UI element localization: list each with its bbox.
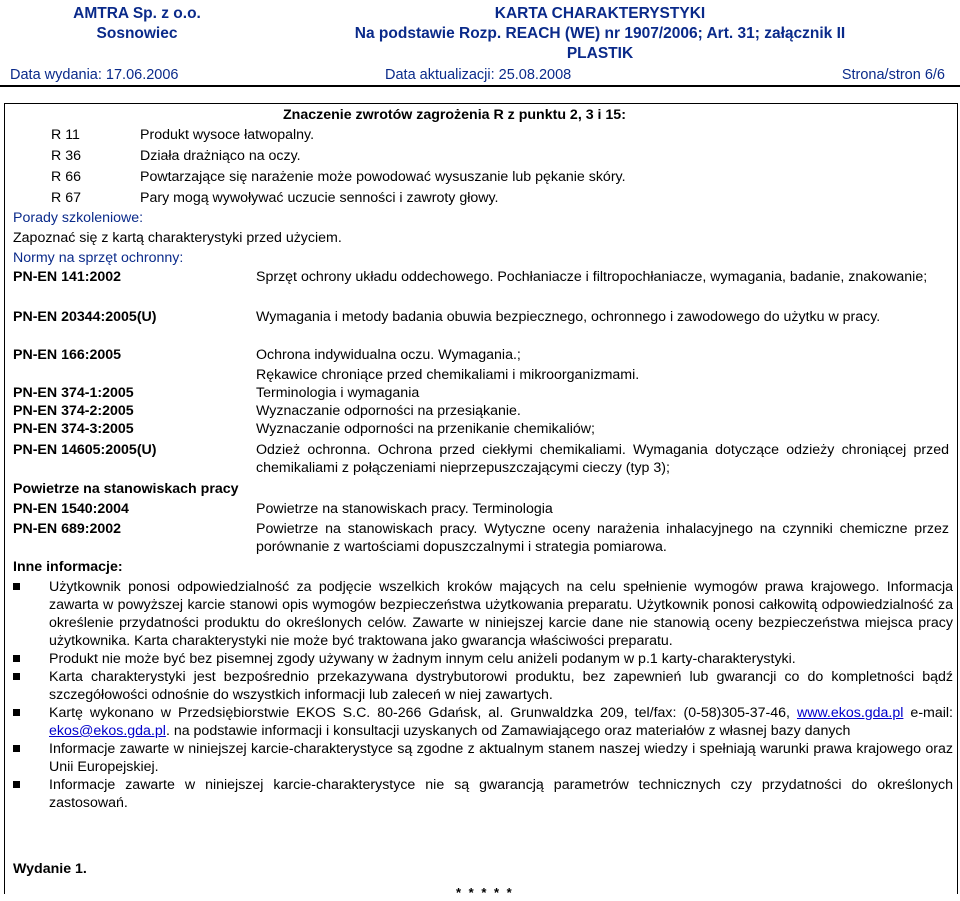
header-divider <box>0 85 960 87</box>
standard-description: Odzież ochronna. Ochrona przed ciekłymi chemikaliami. Wymagania dotyczące odzieży chroniącej przed chemikaliami z połączeniami nieprzepuszczającymi cieczy (typ 3); <box>256 442 949 476</box>
standard-description: Powietrze na stanowiskach pracy. Terminologia <box>256 501 553 517</box>
standard-code: PN-EN 14605:2005(U) <box>13 442 157 458</box>
edition-label: Wydanie 1. <box>13 861 87 877</box>
risk-text: Powtarzające się narażenie może powodować wysuszanie lub pękanie skóry. <box>140 169 626 185</box>
bullet-icon <box>13 745 20 752</box>
standard-code: PN-EN 374-2:2005 <box>13 403 134 419</box>
risk-code: R 67 <box>51 190 81 206</box>
website-link[interactable]: www.ekos.gda.pl <box>796 705 904 721</box>
risk-code: R 36 <box>51 148 81 164</box>
standard-description: Rękawice chroniące przed chemikaliami i mikroorganizmami. <box>256 367 640 383</box>
standard-code: PN-EN 166:2005 <box>13 347 122 363</box>
risk-text: Pary mogą wywoływać uczucie senności i zawroty głowy. <box>140 190 499 206</box>
issue-date: Data wydania: 17.06.2006 <box>10 67 179 83</box>
company-name: AMTRA Sp. z o.o. <box>73 5 201 22</box>
company-block <box>56 4 218 44</box>
bullet-icon <box>13 583 20 590</box>
other-info-list <box>13 578 953 812</box>
email-link[interactable]: ekos@ekos.gda.pl <box>49 723 166 739</box>
bullet-icon <box>13 655 20 662</box>
list-item-text: Użytkownik ponosi odpowiedzialność za podjęcie wszelkich kroków mających na celu spełnienie wymogów prawa krajowego. Informacja zawarta w powyższej karcie stanowi opis wymogów bezpieczeństwa użytkowania preparatu. Użytkownik ponosi całkowitą odpowiedzialność za określenie przydatności produktu do określonych celów. Zawarte w niniejszej karcie dane nie stanowią oceny bezpieczeństwa miejsca pracy użytkownika. Karta charakterystyki nie może być traktowana jako gwarancja właściwości preparatu. <box>49 579 953 649</box>
standard-description: Terminologia i wymagania <box>256 385 420 401</box>
other-info-heading: Inne informacje: <box>13 559 123 575</box>
contact-text-mid: e-mail: <box>903 705 953 721</box>
bullet-icon <box>13 781 20 788</box>
list-item-contact <box>13 704 953 740</box>
list-item-text: Informacje zawarte w niniejszej karcie-charakterystyce nie są gwarancją parametrów technicznych czy przydatności do określonych zastosowań. <box>49 777 953 811</box>
standard-description: Wyznaczanie odporności na przesiąkanie. <box>256 403 521 419</box>
list-item-text: Informacje zawarte w niniejszej karcie-charakterystyce są zgodne z aktualnym stanem naszej wiedzy i spełniają warunki prawa krajowego oraz Unii Europejskiej. <box>49 741 953 775</box>
standard-code: PN-EN 20344:2005(U) <box>13 309 157 325</box>
list-item <box>13 668 953 704</box>
list-item <box>13 578 953 650</box>
bullet-icon <box>13 673 20 680</box>
contact-text-before: Kartę wykonano w Przedsiębiorstwie EKOS S.C. 80-266 Gdańsk, al. Grunwaldzka 209, tel/fax: (0-58)305-37-46, <box>49 705 797 721</box>
standard-description: Wymagania i metody badania obuwia bezpiecznego, ochronnego i zawodowego do użytku w pracy. <box>256 309 881 325</box>
regulation-reference: Na podstawie Rozp. REACH (WE) nr 1907/2006; Art. 31; załącznik II <box>354 25 846 42</box>
list-item-text: Produkt nie może być bez pisemnej zgody używany w żadnym innym celu aniżeli podanym w p.1 karty-charakterystyki. <box>49 651 796 667</box>
standard-description: Ochrona indywidualna oczu. Wymagania.; <box>256 347 521 363</box>
standard-code: PN-EN 374-1:2005 <box>13 385 134 401</box>
standard-description: Sprzęt ochrony układu oddechowego. Pochłaniacze i filtropochłaniacze, wymagania, badanie, znakowanie; <box>256 269 928 285</box>
update-date: Data aktualizacji: 25.08.2008 <box>385 67 572 83</box>
risk-code: R 11 <box>51 127 80 143</box>
risk-text: Produkt wysoce łatwopalny. <box>140 127 315 143</box>
page-number: Strona/stron 6/6 <box>841 67 945 83</box>
training-heading: Porady szkoleniowe: <box>13 210 144 226</box>
standard-description: Powietrze na stanowiskach pracy. Wytyczne oceny narażenia inhalacyjnego na czynniki chemiczne przez porównanie z wartościami dopuszczalnymi i strategia pomiarowa. <box>256 521 949 555</box>
document-title: KARTA CHARAKTERYSTYKI <box>494 5 706 22</box>
risk-code: R 66 <box>51 169 81 185</box>
list-item <box>13 776 953 812</box>
risk-phrases-title: Znaczenie zwrotów zagrożenia R z punktu 2, 3 i 15: <box>283 107 626 123</box>
training-text: Zapoznać się z kartą charakterystyki przed użyciem. <box>13 230 342 246</box>
title-block <box>300 4 900 64</box>
contact-text-after: . na podstawie informacji i konsultacji uzyskanych od Zamawiającego oraz materiałów z własnej bazy danych <box>165 723 851 739</box>
list-item <box>13 650 953 668</box>
standard-description: Wyznaczanie odporności na przenikanie chemikaliów; <box>256 421 595 437</box>
product-name: PLASTIK <box>566 45 634 62</box>
ppe-standards-heading: Normy na sprzęt ochronny: <box>13 250 184 266</box>
company-city: Sosnowiec <box>96 25 178 42</box>
standard-code: PN-EN 1540:2004 <box>13 501 129 517</box>
list-item <box>13 740 953 776</box>
list-item-text: Karta charakterystyki jest bezpośrednio przekazywana dystrybutorowi produktu, bez zapewnień lub gwarancji co do kompletności bądź szczegółowości odnośnie do wszystkich informacji lub zaleceń w niej zawartych. <box>49 669 953 703</box>
bullet-icon <box>13 709 20 716</box>
workplace-air-heading: Powietrze na stanowiskach pracy <box>13 481 239 497</box>
risk-text: Działa drażniąco na oczy. <box>140 148 301 164</box>
document-header <box>0 0 960 86</box>
standard-code: PN-EN 689:2002 <box>13 521 122 537</box>
end-mark: * * * * * <box>456 885 514 900</box>
standard-code: PN-EN 374-3:2005 <box>13 421 134 437</box>
standard-code: PN-EN 141:2002 <box>13 269 122 285</box>
